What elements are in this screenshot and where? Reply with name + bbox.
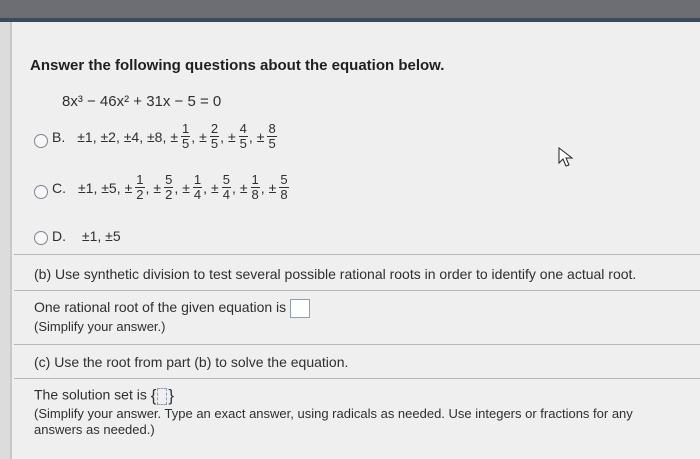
option-b-label: B. — [52, 128, 66, 145]
root-answer-input[interactable] — [290, 299, 310, 318]
divider-2 — [14, 290, 700, 291]
part-c-prompt: (c) Use the root from part (b) to solve the equation. — [34, 354, 349, 370]
option-c-radio[interactable] — [34, 185, 48, 199]
part-b-prompt: (b) Use synthetic division to test several possible rational roots in order to identify one actual root. — [34, 266, 637, 282]
option-d-label: D. — [52, 228, 66, 244]
divider-4 — [14, 378, 700, 379]
top-bar — [0, 0, 700, 22]
option-c-frac-3: $\frac{1}{4}$ — [193, 172, 202, 202]
question-title: Answer the following questions about the equation below. — [30, 57, 445, 74]
option-b-frac-2: $\frac{2}{5}$ — [210, 121, 219, 151]
equation: 8x³ − 46x² + 31x − 5 = 0 — [62, 93, 222, 110]
solution-set-input[interactable]: { } — [150, 386, 175, 405]
option-c-frac-6: $\frac{5}{8}$ — [280, 172, 288, 202]
option-c-frac-5: $\frac{1}{8}$ — [251, 172, 259, 202]
option-c-integers: ±1, ±5, — [78, 179, 121, 196]
option-d[interactable] — [52, 228, 121, 244]
option-c-frac-4: $\frac{5}{4}$ — [222, 172, 230, 202]
option-b-integers: ±1, ±2, ±4, ±8, — [77, 128, 167, 145]
option-b-frac-4: $\frac{8}{5}$ — [268, 121, 276, 151]
part-c-answer-row — [34, 386, 174, 406]
option-d-integers: ±1, ±5 — [81, 228, 121, 244]
divider-3 — [14, 344, 700, 345]
solution-set-slot[interactable] — [157, 388, 167, 405]
mouse-cursor-icon — [558, 147, 574, 167]
option-d-radio[interactable] — [34, 231, 48, 245]
part-c-answer-label: The solution set is — [34, 386, 147, 403]
part-c-hint-line-1: (Simplify your answer. Type an exact answer, using radicals as needed. Use integers or fractions for any — [34, 406, 633, 421]
part-b-hint: (Simplify your answer.) — [34, 319, 166, 334]
option-b-frac-3: $\frac{4}{5}$ — [239, 121, 247, 151]
option-b-frac-1: $\frac{1}{5}$ — [182, 121, 190, 151]
part-b-answer-label: One rational root of the given equation is — [34, 299, 287, 316]
option-b-radio[interactable] — [34, 134, 48, 148]
part-c-hint-line-2: answers as needed.) — [34, 422, 155, 437]
option-c-frac-2: $\frac{5}{2}$ — [165, 172, 173, 202]
part-b-answer-row — [34, 299, 310, 318]
option-b[interactable]: B. ±1, ±2, ±4, ±8, ± $\frac{1}{5}$ , ± $\frac{2}{5}$ , ± $\frac{4}{5}$ , ± $\frac{8}{5}$ — [52, 121, 276, 151]
option-c[interactable]: C. ±1, ±5, ± $\frac{1}{2}$ , ± $\frac{5}{2}$ , ± $\frac{1}{4}$ , ± $\frac{5}{4}$ , ± $\frac{1}{8}$ , ± $\frac{5}{8}$ — [52, 172, 288, 202]
divider-1 — [14, 254, 700, 255]
question-panel — [10, 22, 700, 459]
option-c-label: C. — [52, 179, 66, 196]
option-c-frac-1: $\frac{1}{2}$ — [136, 172, 144, 202]
